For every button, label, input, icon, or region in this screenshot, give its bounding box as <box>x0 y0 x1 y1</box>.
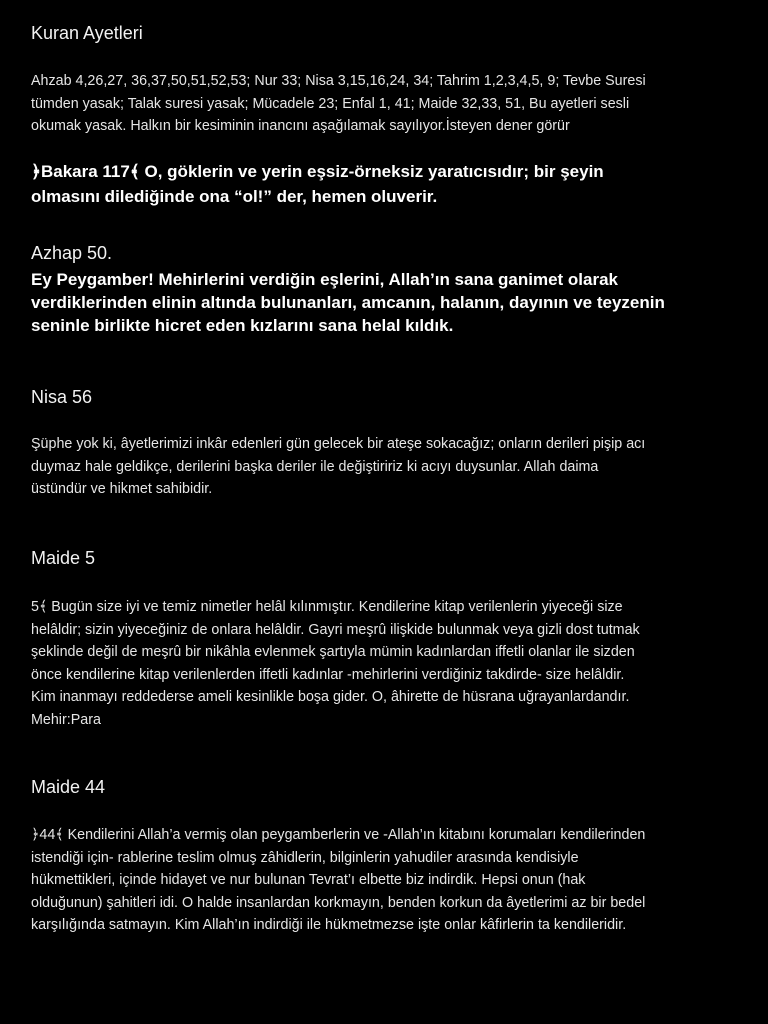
text-line: Mehir:Para <box>31 711 101 728</box>
text-line: Şüphe yok ki, âyetlerimizi inkâr edenleri gün gelecek bir ateşe sokacağız; onların derileri pişip acı <box>31 436 646 452</box>
azhap-heading: Azhap 50. <box>31 243 113 263</box>
bakara-verse <box>31 159 748 209</box>
intro-paragraph <box>31 70 748 138</box>
maide5-verse <box>31 596 748 732</box>
nisa-verse <box>31 433 748 501</box>
page-title: Kuran Ayetleri <box>31 23 143 43</box>
maide44-verse <box>31 824 748 937</box>
text-line: Kim inanmayı reddederse ameli kesinlikle boşa gider. O, âhirette de hüsrana uğrayanlardandır. <box>31 689 630 706</box>
text-line: karşılığında satmayın. Kim Allah’ın indirdiği ile hükmetmezse işte onlar kâfirlerin ta kendileridir. <box>31 917 627 934</box>
azhap-verse <box>31 268 748 337</box>
text-line: ﴿44﴾ Kendilerini Allah’a vermiş olan peygamberlerin ve -Allah’ın kitabını korumaları kendilerinden <box>31 827 646 843</box>
nisa-heading: Nisa 56 <box>31 387 93 407</box>
text-line: Ahzab 4,26,27, 36,37,50,51,52,53; Nur 33; Nisa 3,15,16,24, 34; Tahrim 1,2,3,4,5, 9; Tevbe Suresi <box>31 73 646 89</box>
text-line: tümden yasak; Talak suresi yasak; Mücadele 23; Enfal 1, 41; Maide 32,33, 51, Bu ayetleri sesli <box>31 95 630 112</box>
text-line: hükmettikleri, içinde hidayet ve nur bulunan Tevrat’ı elbette biz indirdik. Hepsi onun (hak <box>31 872 586 889</box>
text-line: ﴿Bakara 117﴾ O, göklerin ve yerin eşsiz-örneksiz yaratıcısıdır; bir şeyin <box>31 162 604 181</box>
text-line: 5﴾ Bugün size iyi ve temiz nimetler helâl kılınmıştır. Kendilerine kitap verilenlerin yiyeceği size <box>31 599 623 615</box>
text-line: seninle birlikte hicret eden kızlarını sana helal kıldık. <box>31 316 454 335</box>
text-line: helâldir; sizin yiyeceğiniz de onlara helâldir. Gayri meşrû ilişkide bulunmak veya gizli dost tutmak <box>31 621 640 638</box>
text-line: istendiği için- rablerine teslim olmuş zâhidlerin, bilginlerin yahudiler arasında kendisiyle <box>31 849 579 866</box>
text-line: verdiklerinden elinin altında bulunanları, amcanın, halanın, dayının ve teyzenin <box>31 293 665 312</box>
text-line: üstündür ve hikmet sahibidir. <box>31 481 213 498</box>
maide5-heading: Maide 5 <box>31 548 96 568</box>
text-line: okumak yasak. Halkın bir kesiminin inancını aşağılamak sayılıyor.İsteyen dener görür <box>31 118 570 135</box>
text-line: Ey Peygamber! Mehirlerini verdiğin eşlerini, Allah’ın sana ganimet olarak <box>31 270 619 289</box>
text-line: duymaz hale geldikçe, derilerini başka deriler ile değiştiririz ki acıyı duysunlar. Allah daima <box>31 458 599 475</box>
maide44-heading: Maide 44 <box>31 777 106 797</box>
text-line: olmasını dilediğinde ona “ol!” der, hemen oluverir. <box>31 187 438 206</box>
text-line: olduğunun) şahitleri idi. O halde insanlardan korkmayın, benden korkun da âyetlerimi az bir bedel <box>31 894 646 911</box>
text-line: şeklinde değil de meşrû bir nikâhla evlenmek şartıyla mümin kadınlardan iffetli olanlar ile sizden <box>31 644 635 661</box>
text-line: önce kendilerine kitap verilenlerden iffetli kadınlar -mehirlerini verdiğiniz takdirde- size helâldir. <box>31 666 625 683</box>
